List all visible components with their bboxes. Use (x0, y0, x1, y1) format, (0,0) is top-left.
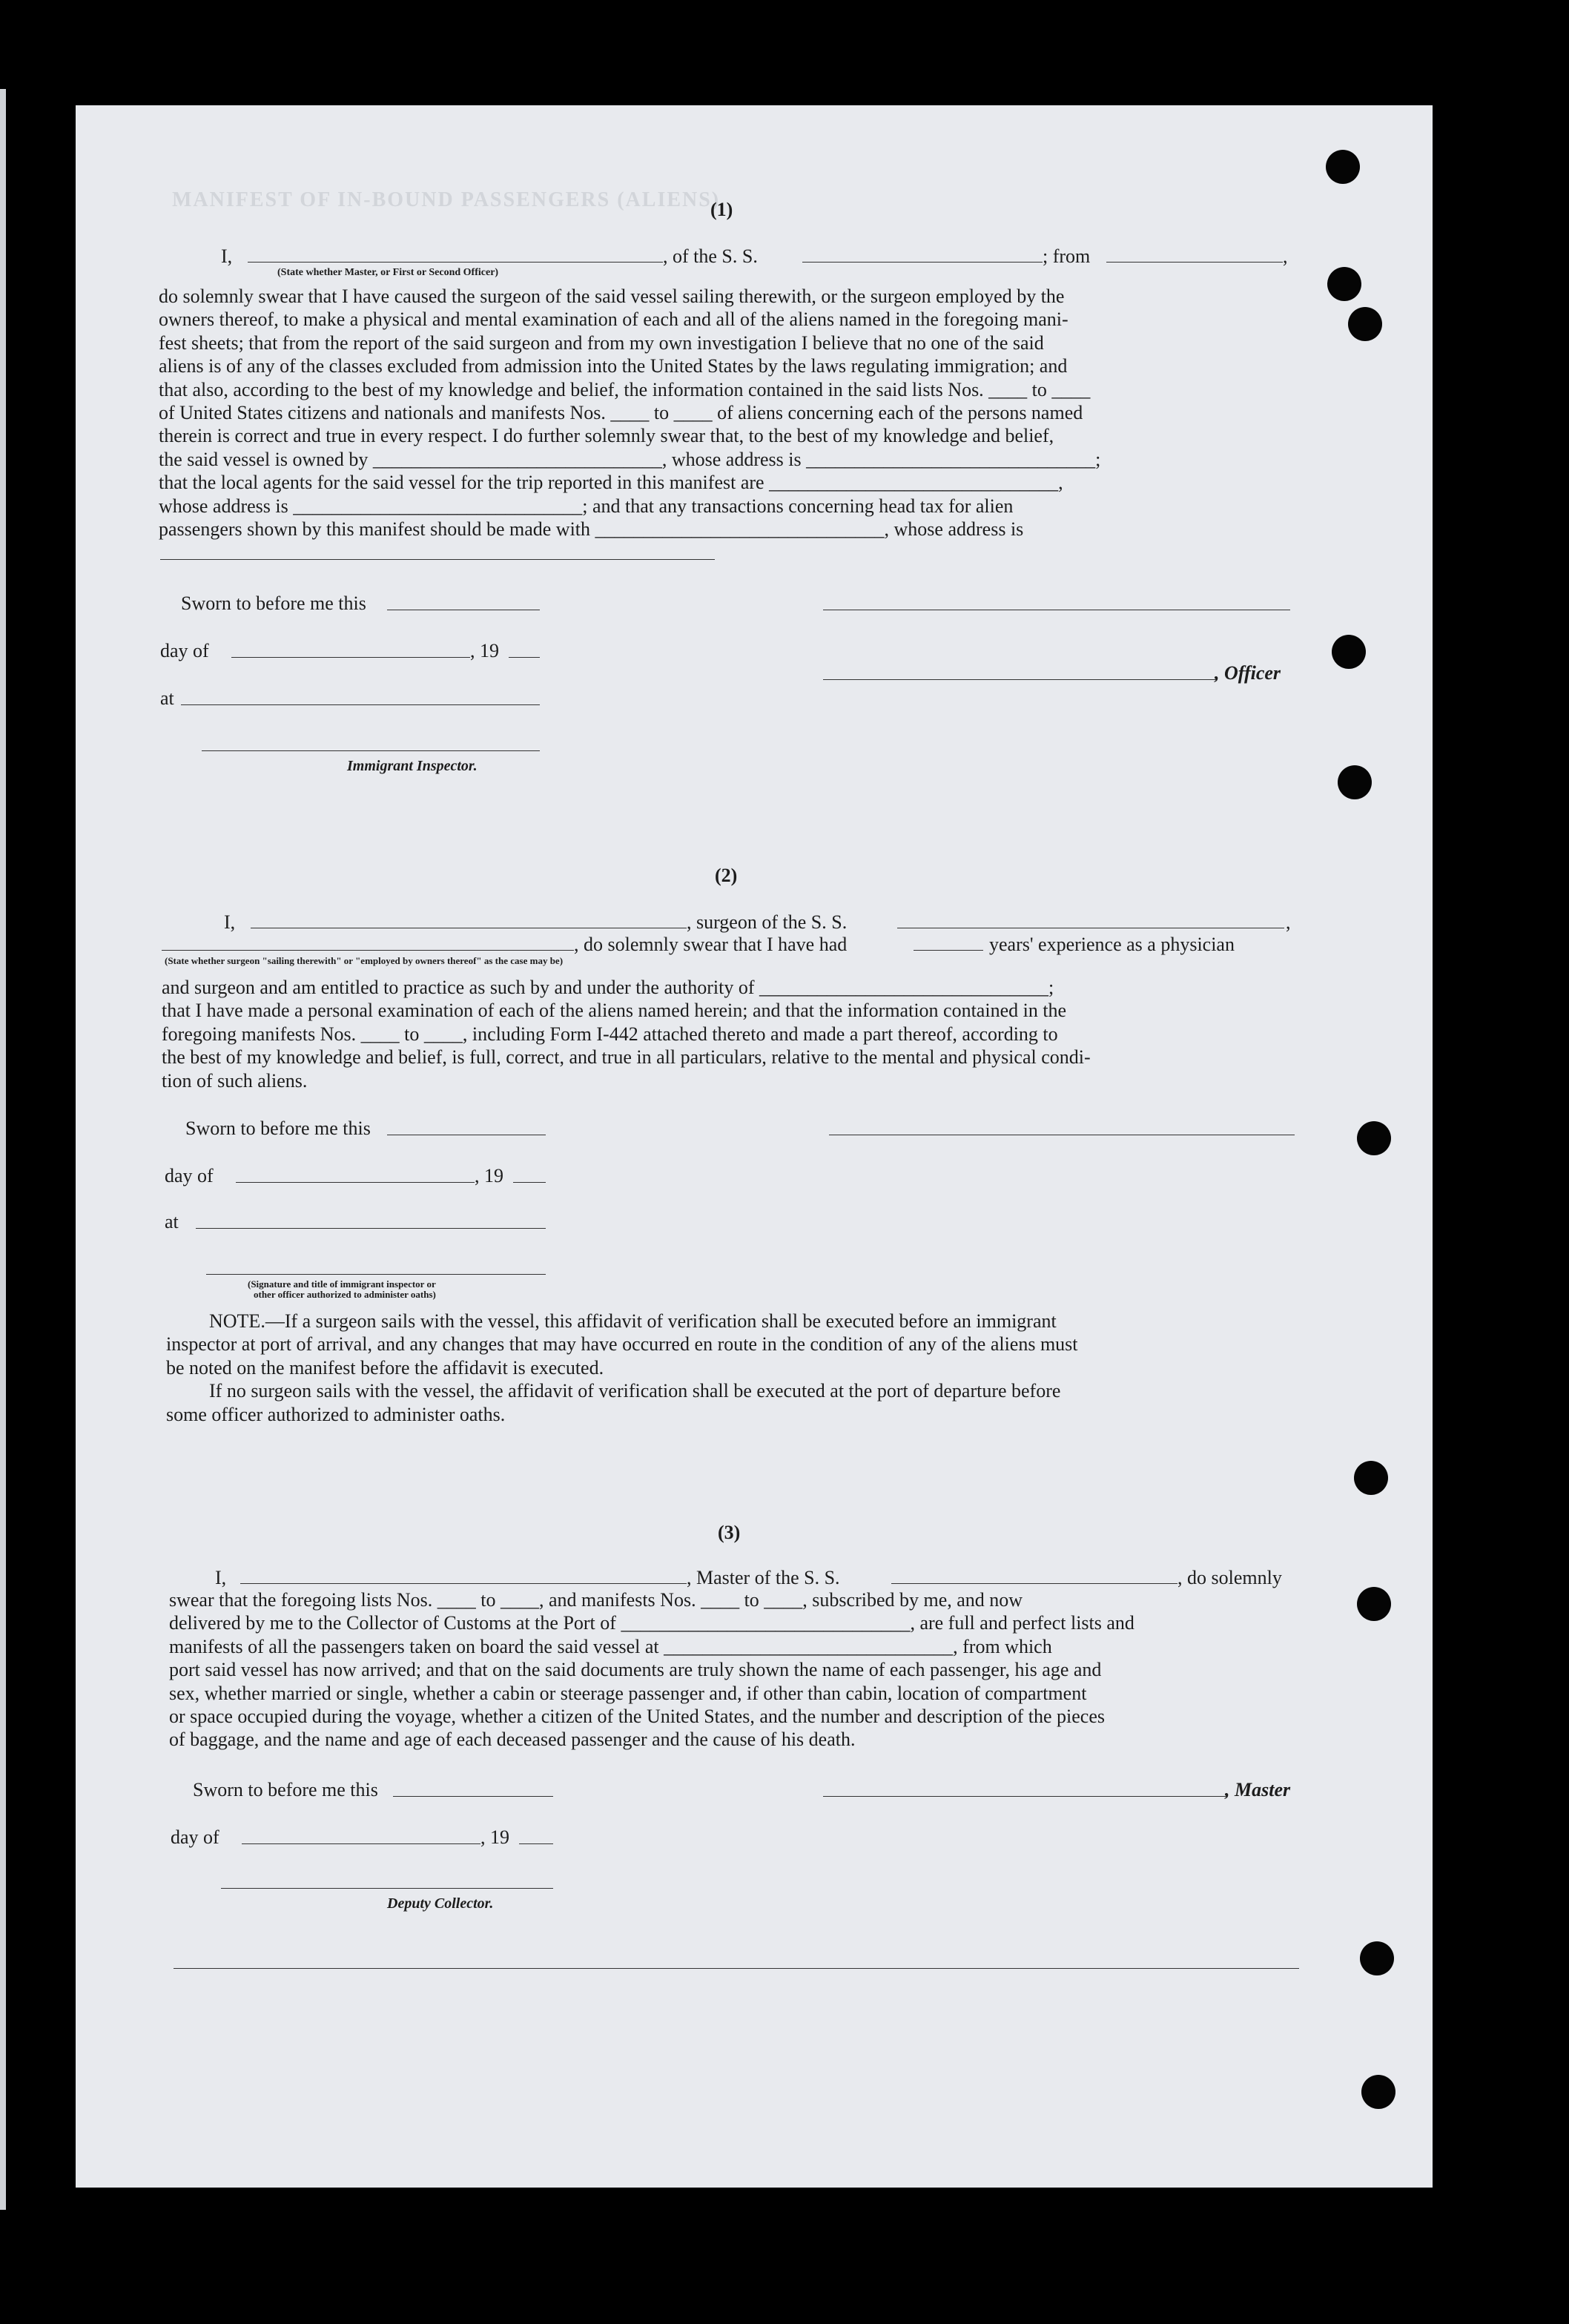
punch-hole (1361, 2075, 1395, 2109)
s1-body-line: that the local agents for the said vessel for the trip reported in this manifest are ______________________________, (159, 472, 1063, 494)
s3-sworn: Sworn to before me this (193, 1779, 378, 1800)
s1-body-line: whose address is ______________________________; and that any transactions concerning head tax for alien (159, 495, 1014, 517)
punch-hole (1348, 307, 1382, 341)
s2-note-line: some officer authorized to administer oaths. (166, 1403, 506, 1425)
s1-from-line[interactable] (1106, 262, 1283, 263)
s3-swear: , do solemnly (1177, 1567, 1282, 1588)
s2-at-line[interactable] (196, 1228, 546, 1229)
s1-year: , 19 (470, 640, 499, 661)
s1-body-line: that also, according to the best of my knowledge and belief, the information contained in the said lists Nos. ____ to ____ (159, 378, 1091, 400)
s1-year-line[interactable] (509, 657, 540, 658)
s1-address-line[interactable] (160, 559, 715, 560)
punch-hole (1354, 1461, 1388, 1495)
s2-body-line: foregoing manifests Nos. ____ to ____, including Form I-442 attached thereto and made a part thereof, according to (162, 1023, 1058, 1045)
punch-hole (1357, 1587, 1391, 1621)
s3-body-line: swear that the foregoing lists Nos. ____ to ____, and manifests Nos. ____ to ____, subscribed by me, and now (169, 1589, 1023, 1611)
s2-body (162, 976, 1293, 1092)
s3-body-line: or space occupied during the voyage, whether a citizen of the United States, and the number and description of the pieces (169, 1706, 1106, 1728)
punch-hole (1357, 1121, 1391, 1155)
s2-body-line: tion of such aliens. (162, 1069, 308, 1092)
s2-note-block (166, 1310, 1299, 1426)
section-2-number: (2) (715, 865, 738, 886)
s1-body-line: passengers shown by this manifest should be made with ______________________________, whose address is (159, 518, 1024, 541)
s1-body-line: therein is correct and true in every respect. I do further solemnly swear that, to the best of my knowledge and belief, (159, 425, 1054, 447)
s3-master-signature-line[interactable] (823, 1796, 1226, 1797)
s3-sworn-line[interactable] (393, 1796, 553, 1797)
s2-at: at (165, 1211, 179, 1232)
s2-body-line: and surgeon and am entitled to practice as such by and under the authority of ______________________________; (162, 977, 1054, 998)
s2-sworn: Sworn to before me this (185, 1118, 371, 1139)
s1-body-line: owners thereof, to make a physical and mental examination of each and all of the aliens named in the foregoing mani- (159, 308, 1068, 331)
s3-collector-label: Deputy Collector. (387, 1895, 494, 1912)
s1-body-line: of United States citizens and nationals and manifests Nos. ____ to ____ of aliens concerning each of the persons named (159, 402, 1083, 424)
s1-vessel-line[interactable] (802, 262, 1043, 263)
s1-inspector-line[interactable] (202, 750, 540, 751)
s2-day-line[interactable] (236, 1182, 475, 1183)
s3-master-ss: , Master of the S. S. (687, 1567, 840, 1588)
s3-year-line[interactable] (519, 1843, 553, 1844)
punch-hole (1332, 635, 1366, 669)
s2-note-line: be noted on the manifest before the affidavit is executed. (166, 1356, 604, 1379)
s2-years: years' experience as a physician (989, 934, 1235, 955)
punch-hole (1326, 150, 1360, 184)
s1-inspector-label: Immigrant Inspector. (347, 758, 478, 774)
s1-from: ; from (1043, 245, 1091, 267)
s1-body-line: do solemnly swear that I have caused the surgeon of the said vessel sailing therewith, or the surgeon employed by the (159, 285, 1065, 307)
s3-year: , 19 (480, 1826, 509, 1848)
s3-master-label: , Master (1225, 1779, 1291, 1800)
s2-note: (State whether surgeon "sailing therewith" or "employed by owners thereof" as the case may be) (165, 955, 564, 966)
s2-capacity-line[interactable] (162, 950, 574, 951)
s3-master-name-line[interactable] (240, 1583, 687, 1584)
page-divider (174, 1968, 1299, 1969)
s2-body-line: that I have made a personal examination of each of the aliens named herein; and that the information contained in the (162, 1000, 1067, 1022)
s2-comma: , (1286, 911, 1291, 933)
s1-sworn: Sworn to before me this (181, 592, 366, 614)
s3-collector-line[interactable] (221, 1888, 553, 1889)
note-label: NOTE. (209, 1310, 265, 1332)
s3-body-line: of baggage, and the name and age of each deceased passenger and the cause of his death. (169, 1729, 856, 1751)
punch-hole (1360, 1941, 1394, 1975)
s2-body-line: the best of my knowledge and belief, is full, correct, and true in all particulars, relative to the mental and physical condi- (162, 1046, 1091, 1069)
s3-body-line: sex, whether married or single, whether a cabin or steerage passenger and, if other than cabin, location of compartment (169, 1682, 1087, 1704)
s1-body (159, 285, 1289, 541)
s2-years-line[interactable] (914, 950, 983, 951)
s3-body (169, 1588, 1301, 1752)
punch-hole (1338, 765, 1372, 799)
s3-i: I, (215, 1567, 227, 1588)
s1-day-of: day of (160, 640, 209, 661)
punch-hole (1327, 267, 1361, 301)
note-text: —If a surgeon sails with the vessel, this affidavit of verification shall be executed before an immigrant (265, 1310, 1057, 1332)
s2-surgeon-ss: , surgeon of the S. S. (687, 911, 848, 933)
s2-sig-note-1: (Signature and title of immigrant inspector or (248, 1278, 436, 1290)
film-edge-strip (0, 89, 6, 2210)
s2-note-line-1 (166, 1310, 1299, 1333)
faint-header: MANIFEST OF IN-BOUND PASSENGERS (ALIENS) (172, 188, 721, 211)
s2-note-line: If no surgeon sails with the vessel, the affidavit of verification shall be executed at the port of departure before (209, 1380, 1061, 1402)
s3-body-line: delivered by me to the Collector of Customs at the Port of ______________________________, are full and perfect lists and (169, 1612, 1134, 1634)
s1-body-line: the said vessel is owned by ______________________________, whose address is ______________________________; (159, 448, 1101, 470)
s2-sig-note-2: other officer authorized to administer oaths) (254, 1289, 436, 1300)
s1-officer-line[interactable] (823, 679, 1216, 680)
s2-i: I, (224, 911, 236, 933)
s3-day-line[interactable] (242, 1843, 480, 1844)
s1-body-line: fest sheets; that from the report of the said surgeon and from my own investigation I believe that no one of the said (159, 331, 1044, 354)
s2-day-of: day of (165, 1165, 214, 1186)
s2-year: , 19 (475, 1165, 503, 1186)
s2-inspector-line[interactable] (206, 1274, 546, 1275)
s1-comma: , (1283, 245, 1288, 267)
s1-officer-label: , Officer (1215, 662, 1281, 684)
s3-vessel-line[interactable] (891, 1583, 1177, 1584)
s3-body-line: port said vessel has now arrived; and that on the said documents are truly shown the name of each passenger, his age and (169, 1659, 1102, 1681)
section-3-number: (3) (718, 1522, 741, 1543)
form-page (76, 105, 1433, 2188)
section-1-number: (1) (710, 199, 733, 220)
s1-body-line: aliens is of any of the classes excluded from admission into the United States by the laws regulating immigration; and (159, 355, 1068, 377)
s1-officer-name-line[interactable] (248, 262, 663, 263)
s1-of-ss: , of the S. S. (663, 245, 758, 267)
s1-at: at (160, 687, 174, 709)
s1-note: (State whether Master, or First or Second Officer) (277, 267, 499, 278)
s1-day-line[interactable] (231, 657, 470, 658)
s2-year-line[interactable] (513, 1182, 546, 1183)
s3-body-line: manifests of all the passengers taken on board the said vessel at ______________________________, from which (169, 1635, 1052, 1657)
s1-i: I, (221, 245, 233, 267)
s3-day-of: day of (171, 1826, 219, 1848)
s2-swear: , do solemnly swear that I have had (574, 934, 848, 955)
s2-note-line: inspector at port of arrival, and any changes that may have occurred en route in the condition of any of the aliens must (166, 1333, 1078, 1356)
s1-at-line[interactable] (181, 704, 540, 705)
